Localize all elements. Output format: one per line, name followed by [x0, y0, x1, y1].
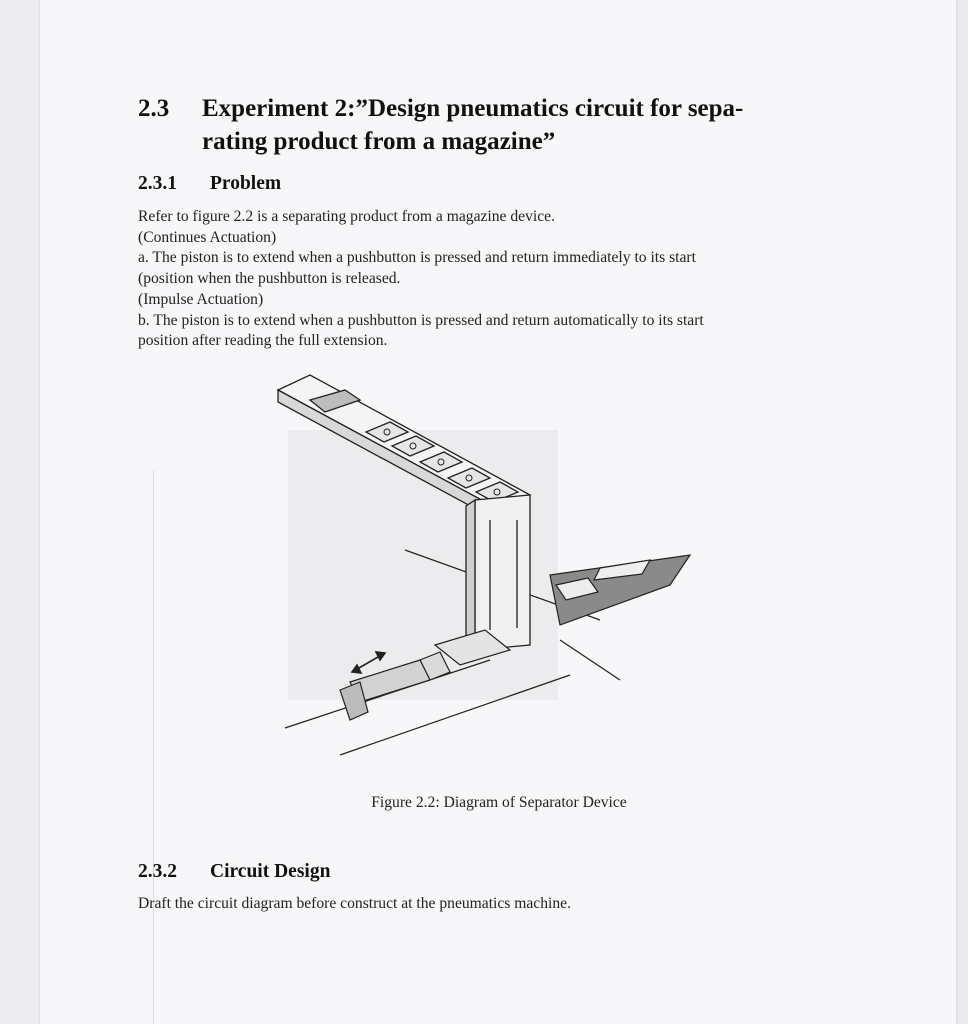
circuit-heading: [138, 860, 330, 884]
problem-title: Problem: [210, 173, 282, 194]
problem-line: (Impulse Actuation): [138, 290, 264, 308]
conveyor-track: [550, 555, 690, 625]
problem-number: 2.3.1: [138, 173, 177, 194]
circuit-title: Circuit Design: [210, 861, 331, 882]
section-title-line-1: Experiment 2:”Design pneumatics circuit for sepa-: [202, 95, 744, 122]
problem-line: position after reading the full extension.: [138, 332, 388, 350]
section-title: [202, 92, 842, 158]
circuit-text: Draft the circuit diagram before construct at the pneumatics machine.: [138, 895, 571, 912]
problem-line: (position when the pushbutton is released.: [138, 270, 401, 288]
problem-line: a. The piston is to extend when a pushbutton is pressed and return immediately to its start: [138, 249, 696, 267]
section-title-line-2: rating product from a magazine”: [202, 128, 556, 155]
figure-caption: Figure 2.2: Diagram of Separator Device: [371, 794, 627, 811]
problem-line: Refer to figure 2.2 is a separating product from a magazine device.: [138, 208, 555, 225]
separator-device-figure: [270, 360, 710, 770]
circuit-body: [138, 894, 838, 915]
problem-body: [138, 207, 838, 352]
problem-line: b. The piston is to extend when a pushbutton is pressed and return automatically to its start: [138, 311, 704, 329]
circuit-number: 2.3.2: [138, 861, 177, 882]
scan-margin-line: [153, 470, 154, 1024]
scan-left-edge: [0, 0, 40, 1024]
problem-heading: [138, 172, 281, 196]
vertical-column: [466, 495, 530, 650]
problem-line: (Continues Actuation): [138, 228, 277, 246]
section-number: 2.3: [138, 95, 170, 122]
